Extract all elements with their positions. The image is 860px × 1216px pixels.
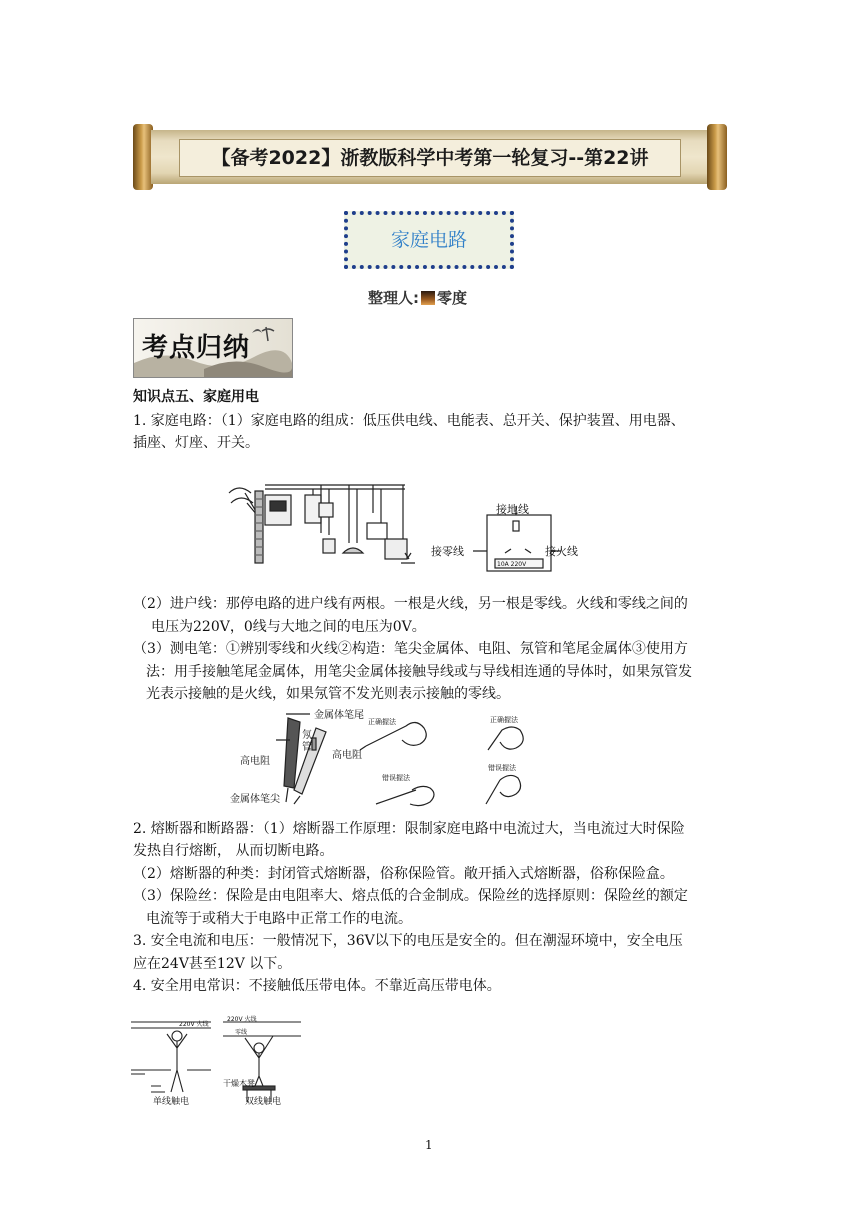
item1-line2: 插座、灯座、开关。 <box>133 435 259 451</box>
pen-res-right-label: 高电阻 <box>332 750 362 761</box>
correct-grip-label-2: 正确握法 <box>490 716 518 724</box>
socket-rating-label: 10A 220V <box>497 561 527 568</box>
document-title: 【备考2022】浙教版科学中考第一轮复习--第22讲 <box>211 147 649 169</box>
item2-line1: 2. 熔断器和断路器：（1）熔断器工作原理：限制家庭电路中电流过大，当电流过大时保险 <box>133 821 685 837</box>
organizer-line <box>368 287 467 308</box>
single-live-label: 220V 火线 <box>179 1021 209 1028</box>
section-banner-text: 考点归纳 <box>142 333 251 363</box>
title-banner <box>133 124 727 190</box>
socket-live-label: 接火线 <box>545 545 578 558</box>
item2-2: （2）熔断器的种类：封闭管式熔断器，俗称保险管。敞开插入式熔断器，俗称保险盒。 <box>133 866 674 882</box>
wrong-grip-label-1: 错误握法 <box>382 774 410 782</box>
organizer-name: 零度 <box>437 289 468 307</box>
section-banner <box>133 318 293 378</box>
page-number: 1 <box>425 1138 433 1152</box>
socket-ground-label: 接地线 <box>496 503 529 516</box>
scroll-rod-right <box>707 124 727 190</box>
electric-shock-figure <box>131 1014 307 1110</box>
item1-2-line1: （2）进户线：那停电路的进户线有两根。一根是火线，另一根是零线。火线和零线之间的 <box>133 596 688 612</box>
item3-line1: 3. 安全电流和电压：一般情况下，36V以下的电压是安全的。但在潮湿环境中，安全电压 <box>133 933 683 949</box>
single-shock-caption: 单线触电 <box>153 1097 190 1107</box>
item3-line2: 应在24V甚至12V 以下。 <box>133 956 292 972</box>
item2-3-line1: （3）保险丝：保险是由电阻率大、熔点低的合金制成。保险丝的选择原则：保险丝的额定 <box>133 888 688 904</box>
item1-line1: 1. 家庭电路：（1）家庭电路的组成：低压供电线、电能表、总开关、保护装置、用电器、 <box>133 413 685 429</box>
organizer-label: 整理人: <box>368 289 419 307</box>
pen-tail-label: 金属体笔尾 <box>314 710 364 721</box>
household-circuit-figure <box>225 473 605 573</box>
test-pen-figure <box>226 704 562 810</box>
topic-box <box>344 211 514 269</box>
pen-neon-label-2: 管 <box>302 742 312 753</box>
pen-neon-label-1: 氖 <box>302 730 312 741</box>
item1-3-line1: （3）测电笔：①辨别零线和火线②构造：笔尖金属体、电阻、氖管和笔尾金属体③使用方 <box>133 641 688 657</box>
scroll-inner-frame <box>179 139 681 177</box>
item2-line2: 发热自行熔断， 从而切断电路。 <box>133 843 334 859</box>
organizer-avatar-icon <box>421 291 435 305</box>
socket-neutral-label: 接零线 <box>431 545 464 558</box>
item1-2-line2: 电压为220V，0线与大地之间的电压为0V。 <box>151 619 426 635</box>
double-shock-caption: 双线触电 <box>245 1097 282 1107</box>
correct-grip-label-1: 正确握法 <box>368 718 396 726</box>
item1-3-line2: 法：用手接触笔尾金属体，用笔尖金属体接触导线或与导线相连通的导体时，如果氖管发 <box>146 664 692 680</box>
scroll-body <box>151 130 709 184</box>
wrong-grip-label-2: 错误握法 <box>488 764 516 772</box>
item4: 4. 安全用电常识：不接触低压带电体。不靠近高压带电体。 <box>133 978 501 994</box>
scroll-rod-left <box>133 124 153 190</box>
item1-3-line3: 光表示接触的是火线，如果氖管不发光则表示接触的零线。 <box>146 686 510 702</box>
pen-tip-label: 金属体笔尖 <box>230 794 280 805</box>
item2-3-line2: 电流等于或稍大于电路中正常工作的电流。 <box>146 911 412 927</box>
neutral-label: 零线 <box>235 1029 248 1036</box>
topic-title: 家庭电路 <box>390 229 467 251</box>
section-heading: 知识点五、家庭用电 <box>133 389 259 405</box>
dry-stool-label: 干燥木凳 <box>223 1079 255 1088</box>
double-live-label: 220V 火线 <box>227 1016 257 1023</box>
pen-res-left-label: 高电阻 <box>240 756 270 767</box>
